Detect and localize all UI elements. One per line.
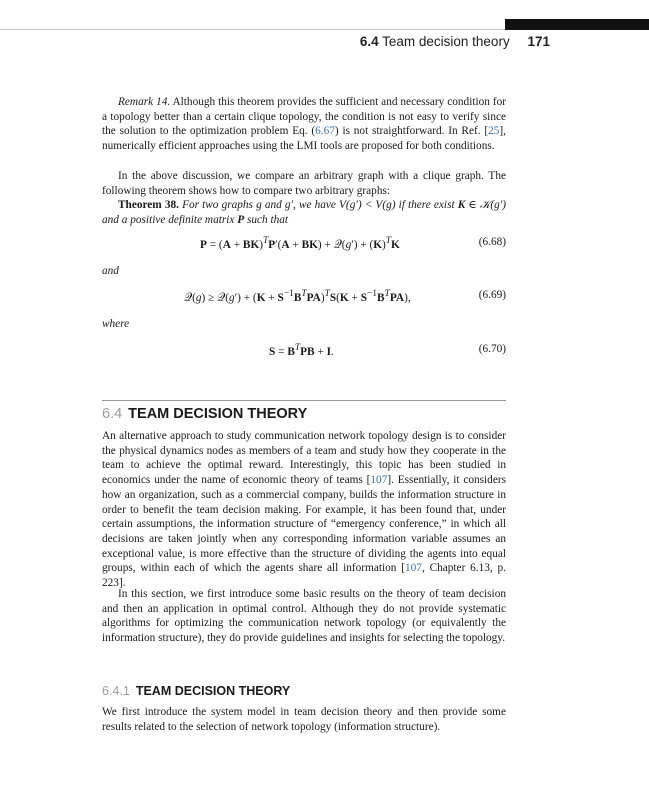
equation-6-70: $S = B^TPB + I$. (6.70) xyxy=(269,343,506,358)
equation-number: (6.69) xyxy=(478,289,506,301)
subsection-number: 6.4.1 xyxy=(102,684,130,698)
remark-label: Remark 14. xyxy=(118,96,171,108)
remark-paragraph: Remark 14. Although this theorem provides the sufficient and necessary condition for a topology better than a certain clique topology, the condition is not easy to verify since the solution to the optimization problem Eq. (6.67) is not straightforward. In Ref. [25], numerically efficient approaches using the LMI tools are proposed for both conditions. xyxy=(102,96,506,153)
equation-number: (6.68) xyxy=(478,236,506,248)
section-heading xyxy=(102,406,307,422)
section-rule xyxy=(102,400,506,401)
label-and: and xyxy=(102,265,119,277)
label-where: where xyxy=(102,318,130,330)
citation-link[interactable]: 107 xyxy=(405,562,422,575)
theorem-statement: Theorem 38. For two graphs g and g′, we have V(g′) < V(g) if there exist K ∈ 𝒦(g′) and a positive definite matrix P such that xyxy=(102,199,506,226)
citation-link[interactable]: 25 xyxy=(488,125,500,138)
page-number: 171 xyxy=(527,34,550,49)
citation-link[interactable]: 107 xyxy=(370,474,388,487)
header-section-number: 6.4 xyxy=(359,34,379,49)
header-bar xyxy=(505,19,649,30)
subsection-title: TEAM DECISION THEORY xyxy=(135,684,291,698)
paragraph-system-model: We first introduce the system model in team decision theory and then provide some results related to the selection of network topology (information structure). xyxy=(102,706,506,733)
paragraph-introduction: In this section, we first introduce some basic results on the theory of team decision and then an application in optimal control. Although they do not provide systematic algorithms for optimizing the communication network topology (or equivalently the information structure), they do provide guidelines and insights for selecting the topology. xyxy=(102,588,506,645)
equation-link[interactable]: 6.67 xyxy=(315,125,335,138)
equation-6-68: P = (A + BK)$^T$P′(A + BK) + 𝒬(g′) + $(K)^TK$ (6.68) xyxy=(200,236,506,251)
compare-paragraph: In the above discussion, we compare an arbitrary graph with a clique graph. The following theorem shows how to compare two arbitrary graphs: xyxy=(102,170,506,197)
header-section-title: Team decision theory xyxy=(382,34,510,49)
subsection-heading xyxy=(102,684,290,698)
equation-number: (6.70) xyxy=(478,343,506,355)
section-number: 6.4 xyxy=(102,406,123,422)
paragraph-team-theory: An alternative approach to study communication network topology design is to consider the physical dynamics nodes as members of a team and study how they cooperate in the team to achieve the optimal reward. Interestingly, this topic has been studied in economics under the name of economic theory of teams [107]. Essentially, it considers how an organization, such as a commercial company, builds the information structure in order to benefit the team decision making. For example, it has been found that, under certain assumptions, the information structure of “emergency conference,” in which all decisions are taken jointly when any corresponding information variable assumes an exceptional value, is more effective than the structure of dividing the agents into equal groups, within each of which the agents share all information [107, Chapter 6.13, p. 223]. xyxy=(102,430,506,590)
section-title: TEAM DECISION THEORY xyxy=(128,406,308,422)
equation-6-69: 𝒬(g) ≥ 𝒬(g′) + $(K + S^{-1}B^TPA)^TS(K + S^{-1}B^TPA)$, (6.69) xyxy=(184,289,506,304)
running-head xyxy=(360,34,550,49)
theorem-label: Theorem 38. xyxy=(118,199,179,211)
